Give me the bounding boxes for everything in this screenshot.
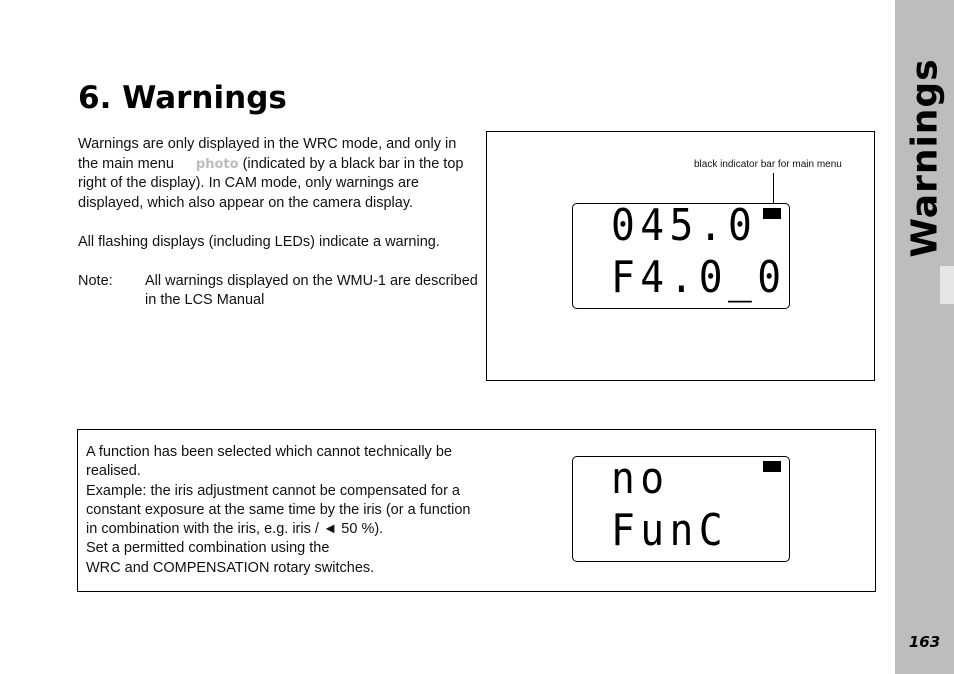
sidebar	[895, 0, 954, 674]
warning-line-3: Set a permitted combination using the	[86, 540, 330, 557]
indicator-bar-warning	[763, 461, 781, 472]
indicator-bar	[763, 208, 781, 219]
warning-line-4: WRC and COMPENSATION rotary switches.	[86, 559, 375, 576]
photo-menu-label: photo	[195, 156, 239, 172]
note-text: All warnings displayed on the WMU-1 are described in the LCS Manual	[145, 272, 478, 308]
note-label: Note:	[78, 272, 113, 289]
intro-paragraph-2: All flashing displays (including LEDs) indicate a warning.	[78, 233, 440, 250]
intro-paragraph-1-start: Warnings are only displayed in the WRC mode, and only in the main menu	[78, 136, 457, 172]
indicator-callout: black indicator bar for main menu	[694, 159, 842, 170]
warning-line-1: A function has been selected which cannot technically be realised.	[86, 444, 452, 480]
intro-paragraph-1	[78, 135, 478, 213]
lcd-warning-line-1: no	[611, 453, 670, 504]
sidebar-tab-marker	[940, 266, 954, 304]
intro-text	[78, 135, 478, 311]
lcd-line-1: 045.0	[611, 200, 758, 251]
page-title: 6. Warnings	[78, 80, 287, 116]
page-number: 163	[908, 633, 941, 651]
intro-paragraph-1-end: (indicated by a black bar in the top right of the display). In CAM mode, only warnings are displayed, which also appear on the camera display.	[78, 155, 464, 211]
callout-line	[773, 173, 774, 206]
lcd-line-2: F4.0_0	[611, 252, 787, 303]
warning-text	[86, 443, 471, 578]
sidebar-title	[895, 0, 954, 258]
lcd-display-main	[572, 200, 790, 309]
warning-line-2: Example: the iris adjustment cannot be compensated for a constant exposure at the same time by the iris (or a function in combination with the iris, e.g. iris / ◄ 50 %).	[86, 482, 471, 538]
sidebar-title-text: Warnings	[904, 58, 945, 258]
lcd-display-warning	[572, 453, 790, 562]
note	[78, 272, 478, 311]
lcd-warning-line-2: FunC	[611, 505, 728, 556]
